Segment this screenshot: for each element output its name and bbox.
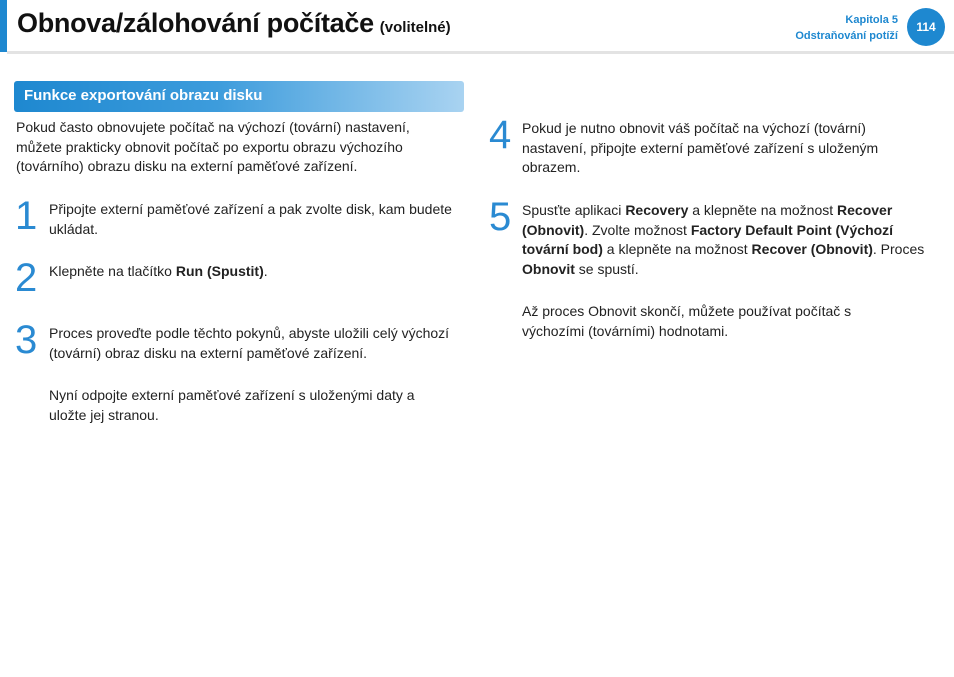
step-5-part-4: a klepněte na možnost [602,241,752,257]
step-note-5: Až proces Obnovit skončí, můžete používat počítač s výchozími (továrními) hodnotami. [522,303,852,339]
header-accent-bar [0,0,7,52]
step-text-4: Pokud je nutno obnovit váš počítač na výchozí (tovární) nastavení, připojte externí paměťové zařízení s uloženým obrazem. [522,120,879,175]
step-5-part-2: a klepněte na možnost [688,202,838,218]
step-number-4: 4 [489,113,512,157]
step-text-3: Proces proveďte podle těchto pokynů, abyste uložili celý výchozí (tovární) obraz disku na externí paměťové zařízení. [49,325,450,361]
step-5-part-5: . Proces [872,241,925,257]
step-number-5: 5 [489,195,512,239]
recover-option-label-2: Recover (Obnovit) [751,241,873,257]
restore-process-label: Obnovit [522,260,575,277]
step-text-1: Připojte externí paměťové zařízení a pak zvolte disk, kam budete ukládat. [49,201,452,237]
header-divider [7,51,954,54]
recovery-app-name: Recovery [625,202,689,218]
recover-option-label: Recover (Obnovit) [522,202,893,238]
step-number-2: 2 [15,256,38,300]
section-heading-bar [14,81,464,112]
page-title [17,8,451,39]
step-5-part-1: Spusťte aplikaci [522,202,626,218]
section-heading: Funkce exportování obrazu disku [24,87,263,104]
chapter-info [795,12,898,44]
step-number-1: 1 [15,194,38,238]
step-text-5 [522,201,932,279]
chapter-label: Kapitola 5 [845,14,898,26]
step-5-part-6: se spustí. [574,260,639,277]
step-note-3: Nyní odpojte externí paměťové zařízení s uloženými daty a uložte jej stranou. [49,387,415,423]
step-text-2 [49,262,454,282]
page-number-badge: 114 [907,8,945,46]
page-title-suffix: (volitelné) [379,19,451,36]
page-title-main: Obnova/zálohování počítače [17,8,374,38]
section-intro: Pokud často obnovujete počítač na výchozí (tovární) nastavení, můžete prakticky obnovit počítač po exportu obrazu výchozího (továrního) obrazu disku na externí paměťové zařízení. [16,119,410,174]
step-5-part-3: . Zvolte možnost [584,221,691,238]
step-number-3: 3 [15,318,38,362]
chapter-name: Odstraňování potíží [795,30,898,42]
step-2-text-after: . [263,263,268,279]
step-2-text-before: Klepněte na tlačítko [49,263,176,279]
run-button-label: Run (Spustit) [175,263,264,279]
factory-default-point-label: Factory Default Point (Výchozí tovární bod) [522,221,894,257]
